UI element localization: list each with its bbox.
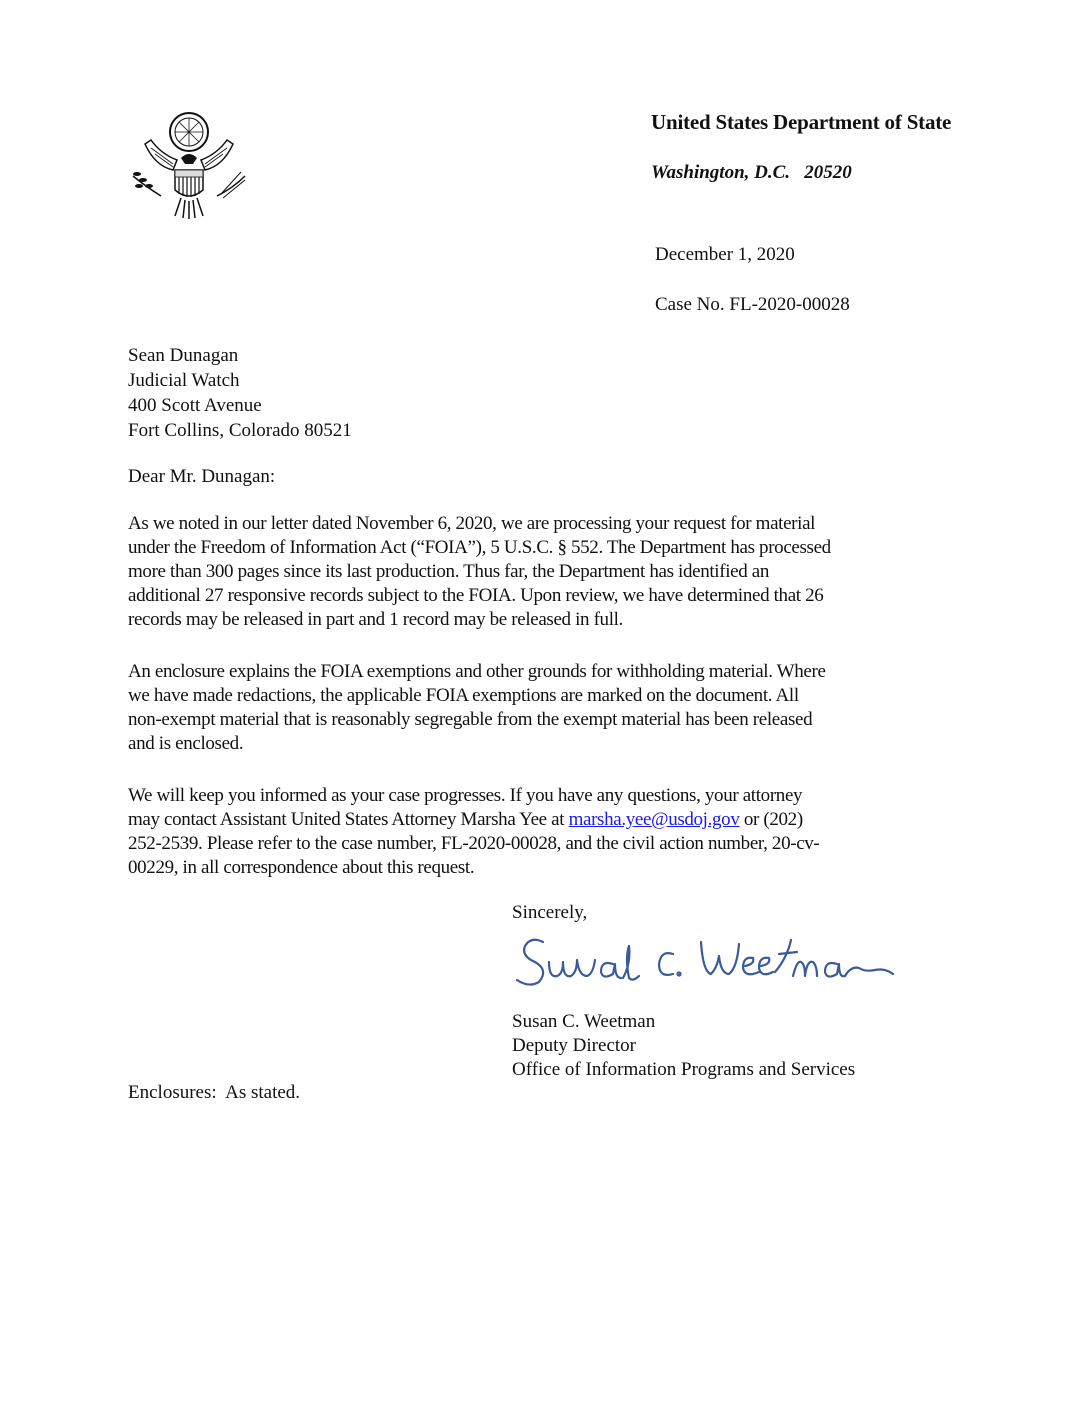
salutation: Dear Mr. Dunagan: [128,466,276,487]
signatory-office: Office of Information Programs and Services [512,1059,856,1080]
text-before-email: may contact Assistant United States Attorney Marsha Yee at [128,809,569,830]
body-paragraph-1 [128,512,968,632]
paragraph-line [128,808,968,832]
signatory-name: Susan C. Weetman [512,1011,656,1032]
recipient-street: 400 Scott Avenue [128,395,262,416]
paragraph-line: 252-2539. Please refer to the case number, FL-2020-00028, and the civil action number, 20-cv- [128,833,820,854]
body-paragraph-3 [128,784,968,880]
body-paragraph-2 [128,660,968,756]
signatory-title: Deputy Director [512,1035,636,1056]
valediction: Sincerely, [512,902,588,923]
department-address: Washington, D.C. 20520 [651,162,852,183]
case-number: Case No. FL-2020-00028 [655,294,850,315]
department-name: United States Department of State [651,110,952,134]
paragraph-line: 00229, in all correspondence about this request. [128,857,475,878]
paragraph-line: additional 27 responsive records subject to the FOIA. Upon review, we have determined that 26 [128,585,824,606]
letter-date: December 1, 2020 [655,244,795,265]
signatory-block [512,1010,855,1082]
paragraph-line: more than 300 pages since its last production. Thus far, the Department has identified an [128,561,770,582]
great-seal-eagle-icon [125,106,255,221]
recipient-address [128,343,352,443]
recipient-organization: Judicial Watch [128,370,240,391]
recipient-name: Sean Dunagan [128,345,239,366]
paragraph-line: non-exempt material that is reasonably segregable from the exempt material has been released [128,709,813,730]
paragraph-line: An enclosure explains the FOIA exemptions and other grounds for withholding material. Where [128,661,826,682]
paragraph-line: we have made redactions, the applicable FOIA exemptions are marked on the document. All [128,685,799,706]
paragraph-line: As we noted in our letter dated November 6, 2020, we are processing your request for material [128,513,816,534]
attorney-email-link[interactable]: marsha.yee@usdoj.gov [568,809,740,830]
paragraph-line: records may be released in part and 1 record may be released in full. [128,609,623,630]
paragraph-line: We will keep you informed as your case progresses. If you have any questions, your attorney [128,785,803,806]
paragraph-line: and is enclosed. [128,733,244,754]
text-after-email: or (202) [739,809,803,830]
recipient-city: Fort Collins, Colorado 80521 [128,420,352,441]
handwritten-signature [505,928,930,1003]
enclosures-note: Enclosures: As stated. [128,1082,301,1103]
paragraph-line: under the Freedom of Information Act (“FOIA”), 5 U.S.C. § 552. The Department has processed [128,537,831,558]
